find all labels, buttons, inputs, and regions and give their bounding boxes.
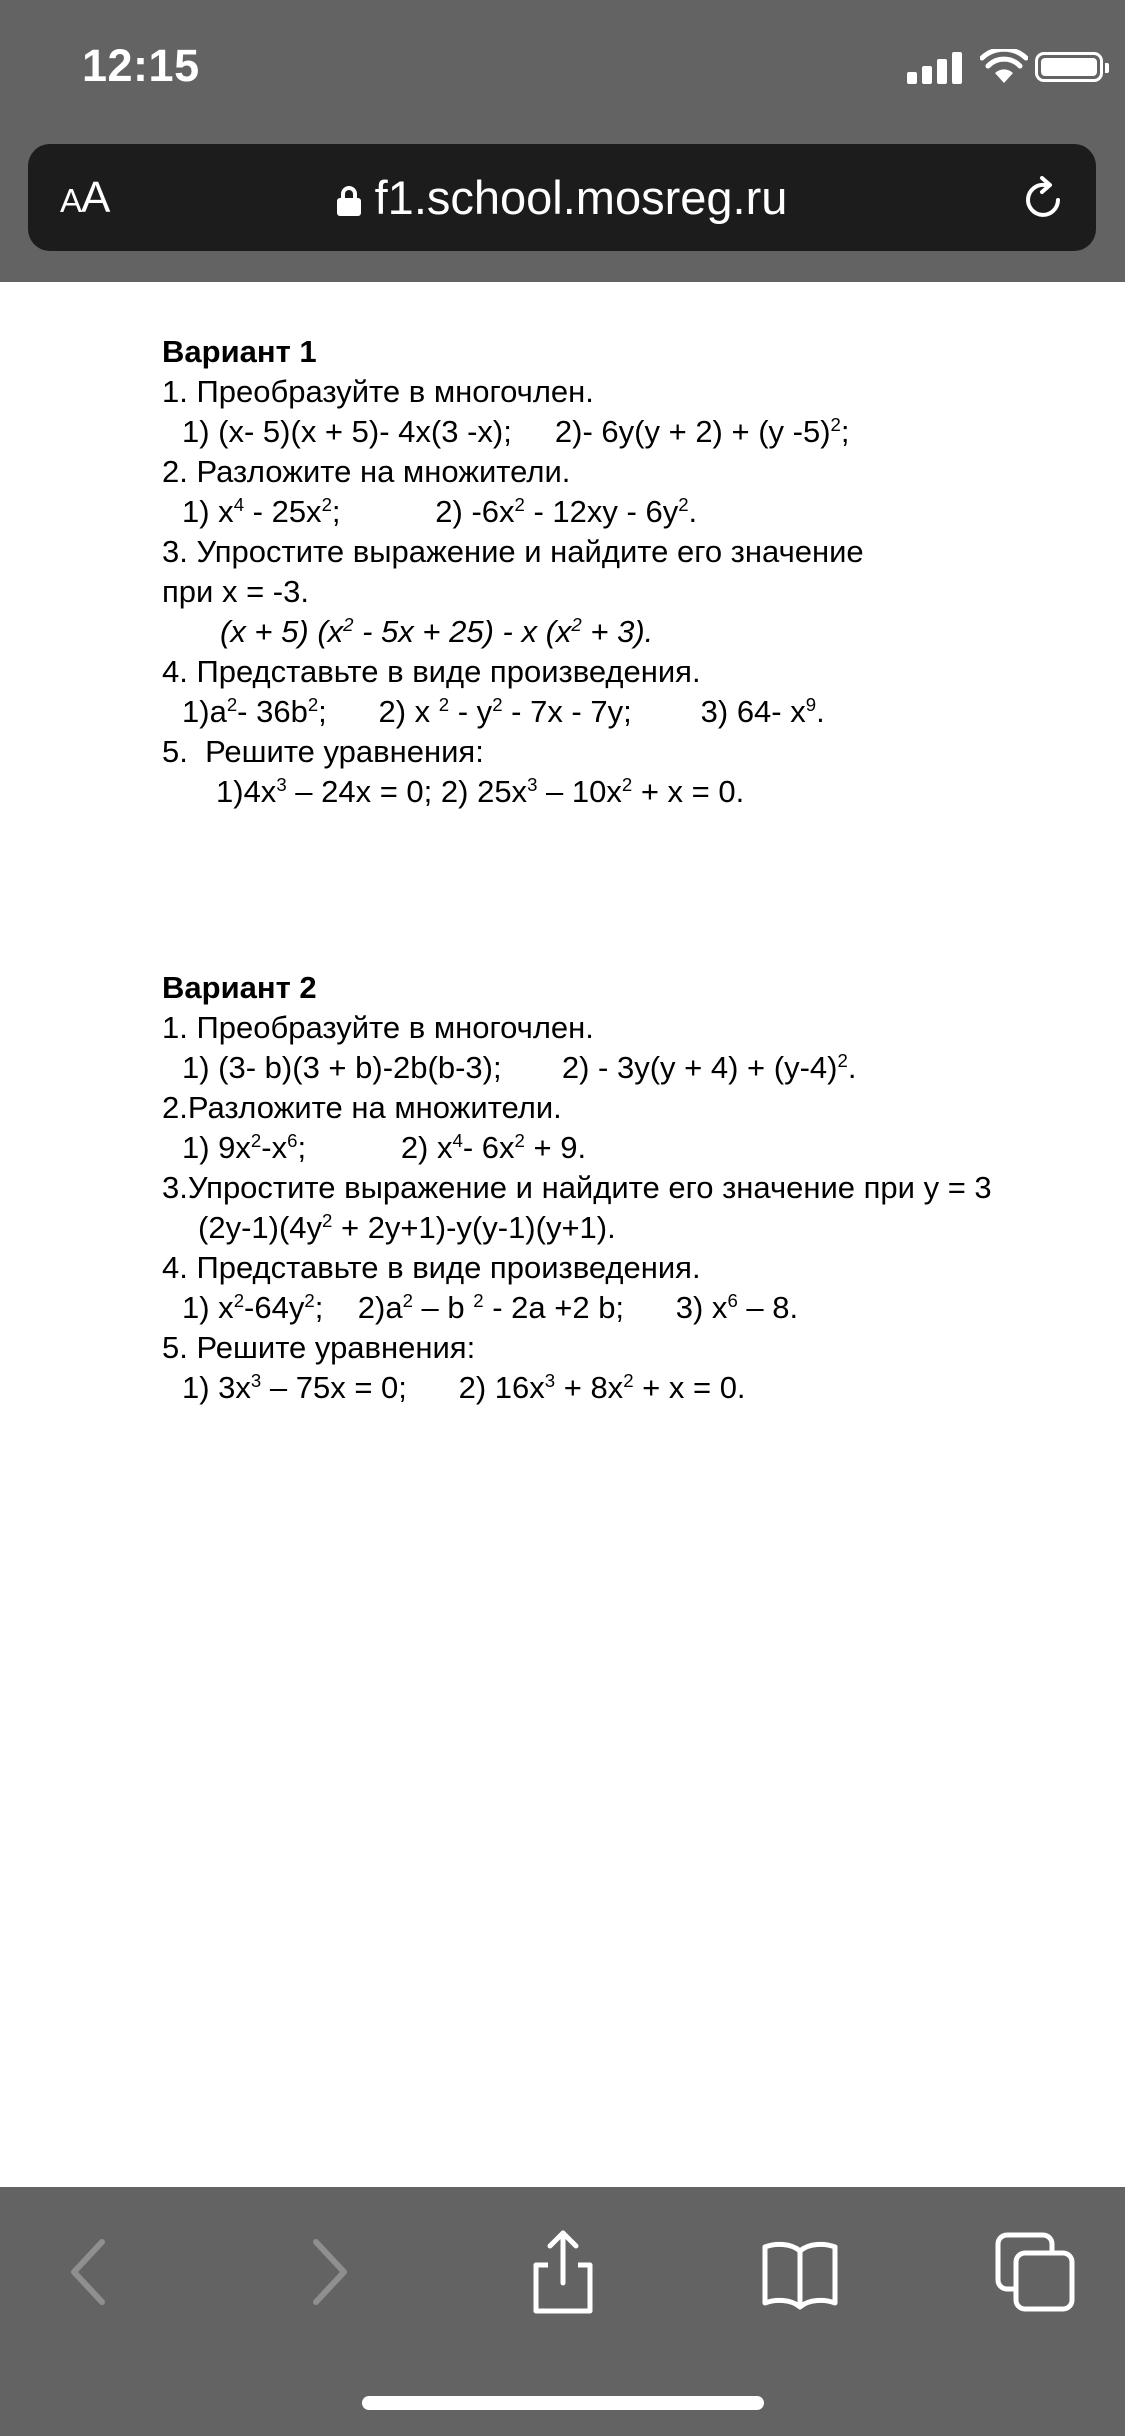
v2-task-5: 5. Решите уравнения:	[162, 1330, 476, 1365]
home-indicator	[362, 2396, 764, 2410]
v1-task-4-items: $1)a^2-$ $36b^2$; 2) x $^2 - y^2 - 7x - 7y$; 3) 64- $x^9$.	[182, 693, 825, 729]
v2-task-1-items: 1) (3- b)(3 + b)-2b(b-3); $2) - 3y(y + 4) + (y-4)^2$.	[182, 1049, 857, 1085]
v2-task-4: 4. Представьте в виде произведения.	[162, 1250, 701, 1285]
signal-icon	[907, 48, 967, 88]
variant-1-block	[162, 332, 1062, 812]
browser-header	[0, 140, 1125, 282]
v1-task-2-items: 1) $x^4 - 25x^2$; 2) $-6x^2 - 12xy - 6y^2$.	[182, 493, 698, 529]
v1-task-3-cont: при x = -3.	[162, 574, 309, 609]
v1-task-5: 5. Решите уравнения:	[162, 734, 484, 769]
variant-2-block	[162, 968, 1062, 1408]
tabs-icon[interactable]	[990, 2227, 1080, 2317]
forward-icon[interactable]	[282, 2227, 372, 2317]
status-bar	[0, 0, 1125, 140]
v1-task-2: 2. Разложите на множители.	[162, 454, 571, 489]
url-field[interactable]	[28, 172, 1096, 224]
v2-task-4-items: 1) $x^2-64y^2$; $2)a^2$ – b $^2$ - 2a +2 b; 3) $x^6 - 8$.	[182, 1289, 799, 1325]
back-icon[interactable]	[46, 2227, 136, 2317]
v2-task-3-expression: $(2y-1)(4y^2 + 2y+1)-y(y-1)(y+1)$.	[198, 1209, 616, 1245]
v1-task-5-items: $1)4x^3 - 24x = 0$; 2) $25x^3 - 10x^2 + x = 0$.	[216, 773, 745, 809]
address-bar[interactable]	[28, 144, 1096, 251]
bookmarks-icon[interactable]	[755, 2227, 845, 2317]
v1-task-1-items: 1) (x- 5)(x + 5)- 4x(3 -x); 2)- 6y(y + 2) + (y -5)$^2$;	[182, 413, 850, 449]
v1-task-4: 4. Представьте в виде произведения.	[162, 654, 701, 689]
text-size-button[interactable]: AA	[60, 173, 110, 222]
v2-task-1: 1. Преобразуйте в многочлен.	[162, 1010, 594, 1045]
status-time: 12:15	[82, 40, 200, 91]
wifi-icon	[980, 49, 1028, 85]
lock-icon	[337, 186, 361, 216]
v1-task-1: 1. Преобразуйте в многочлен.	[162, 374, 594, 409]
share-icon[interactable]	[518, 2227, 608, 2317]
battery-icon	[1035, 52, 1103, 82]
v2-task-2: 2.Разложите на множители.	[162, 1090, 562, 1125]
v2-task-2-items: 1) $9x^2-x^6$; 2) $x^4-$ $6x^2 + 9$.	[182, 1129, 587, 1165]
variant-1-title: Вариант 1	[162, 334, 317, 369]
v2-task-3: 3.Упростите выражение и найдите его значение при y = 3	[162, 1170, 992, 1205]
variant-2-title: Вариант 2	[162, 970, 317, 1005]
v2-task-5-items: 1) $3x^3 - 75x = 0$; 2) $16x^3 + 8x^2 + x = 0$.	[182, 1369, 746, 1405]
reload-icon[interactable]	[1018, 174, 1068, 224]
url-text: f1.school.mosreg.ru	[374, 171, 788, 224]
page-content	[0, 282, 1125, 2187]
v1-task-3-expression: (x + 5) $(x^2 - 5x + 25) - x$ $(x^2 + 3)$.	[220, 613, 654, 649]
v1-task-3: 3. Упростите выражение и найдите его значение	[162, 534, 864, 569]
